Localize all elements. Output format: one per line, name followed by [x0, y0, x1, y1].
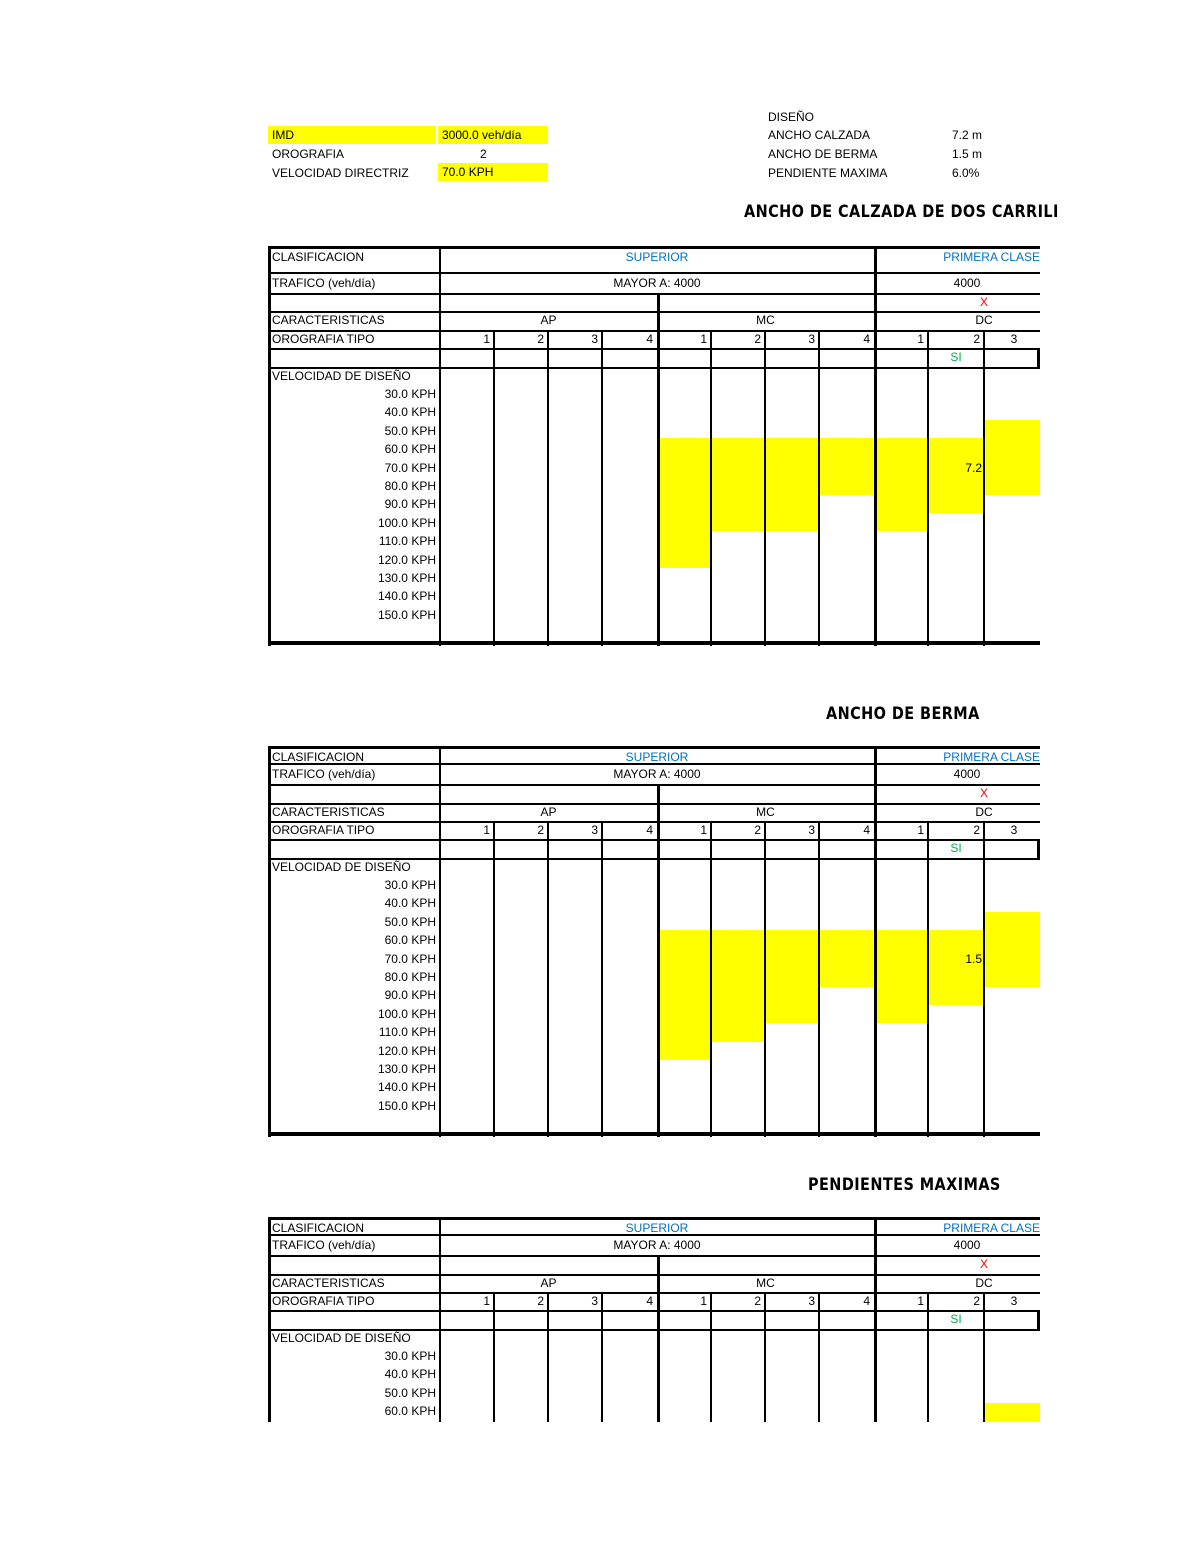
ap-header: AP — [540, 805, 557, 819]
speed-label: 70.0 KPH — [384, 951, 436, 966]
highlight-cell — [765, 438, 819, 531]
speed-label: 50.0 KPH — [384, 1385, 436, 1400]
design-title: DISEÑO — [768, 110, 815, 124]
velocidad-label: VELOCIDAD DIRECTRIZ — [272, 166, 409, 180]
grid-line — [268, 1310, 1040, 1312]
orografia-number: 1 — [917, 823, 924, 837]
pendiente-value: 6.0% — [952, 166, 980, 180]
speed-label: 140.0 KPH — [377, 1080, 436, 1095]
trafico-superior-value: MAYOR A: 4000 — [613, 276, 701, 290]
trafico-label: TRAFICO (veh/día) — [272, 767, 376, 781]
orografia-number: 1 — [917, 332, 924, 346]
orografia-number: 3 — [1010, 823, 1018, 837]
speed-label: 90.0 KPH — [384, 497, 436, 512]
orografia-number: 2 — [754, 823, 761, 837]
orografia-number: 2 — [754, 1294, 761, 1308]
highlight-cell — [874, 438, 928, 531]
grid-line — [268, 348, 1040, 350]
orografia-number: 1 — [483, 1294, 490, 1308]
imd-value: 3000.0 veh/día — [442, 128, 522, 142]
superior-header: SUPERIOR — [625, 1221, 689, 1235]
speed-label: 130.0 KPH — [377, 1062, 436, 1076]
grid-line — [1037, 348, 1040, 369]
orografia-number: 3 — [808, 823, 815, 837]
grid-line — [601, 1292, 603, 1422]
si-mark: SI — [950, 841, 962, 855]
orografia-number: 3 — [1010, 1294, 1018, 1308]
speed-label: 80.0 KPH — [384, 479, 436, 493]
primera-clase-header: PRIMERA CLASE — [943, 750, 1040, 764]
orografia-number: 4 — [863, 823, 870, 837]
orografia-number: 1 — [700, 823, 707, 837]
trafico-label: TRAFICO (veh/día) — [272, 1238, 376, 1252]
speed-label: 100.0 KPH — [377, 515, 436, 530]
grid-line — [547, 330, 549, 646]
ap-header: AP — [540, 1276, 557, 1290]
speed-label: 110.0 KPH — [378, 1025, 436, 1040]
mc-header: MC — [756, 313, 775, 327]
orografia-number: 4 — [646, 1294, 653, 1308]
grid-line — [493, 821, 495, 1137]
orografia-label: OROGRAFIA — [272, 147, 345, 161]
grid-line — [601, 821, 603, 1137]
grid-line — [268, 1132, 1040, 1136]
orografia-number: 1 — [483, 823, 490, 837]
velocidad-diseno-label: VELOCIDAD DE DISEÑO — [272, 369, 411, 383]
speed-label: 130.0 KPH — [377, 571, 436, 585]
trafico-superior-value: MAYOR A: 4000 — [613, 767, 701, 781]
caracteristicas-label: CARACTERISTICAS — [272, 1276, 385, 1290]
speed-label: 120.0 KPH — [377, 1043, 436, 1058]
orografia-number: 2 — [537, 823, 544, 837]
speed-label: 30.0 KPH — [384, 387, 436, 401]
orografia-number: 1 — [483, 332, 490, 346]
dc-header: DC — [975, 1276, 993, 1290]
speed-label: 120.0 KPH — [377, 552, 436, 567]
grid-line — [1037, 839, 1040, 860]
result-value: 7.2 — [965, 460, 982, 475]
orografia-number: 4 — [863, 332, 870, 346]
berma-table — [268, 746, 1040, 1137]
orografia-number: 2 — [754, 332, 761, 346]
velocidad-value: 70.0 KPH — [442, 165, 494, 179]
x-mark: X — [979, 786, 988, 800]
grid-line — [268, 784, 1040, 786]
speed-label: 30.0 KPH — [384, 1349, 436, 1363]
orografia-number: 4 — [646, 332, 653, 346]
pendientes-section-title: PENDIENTES MAXIMAS — [808, 1175, 1001, 1195]
velocidad-diseno-label: VELOCIDAD DE DISEÑO — [272, 860, 411, 874]
speed-label: 50.0 KPH — [384, 423, 436, 438]
grid-line — [547, 1292, 549, 1422]
grid-line — [983, 330, 985, 646]
speed-label: 60.0 KPH — [384, 933, 436, 948]
grid-line — [268, 1255, 1040, 1257]
calzada-table — [268, 246, 1040, 646]
grid-line — [874, 246, 877, 646]
orografia-number: 4 — [863, 1294, 870, 1308]
ap-header: AP — [540, 313, 557, 327]
speed-label: 60.0 KPH — [384, 442, 436, 457]
superior-header: SUPERIOR — [625, 250, 689, 264]
primera-clase-header: PRIMERA CLASE — [943, 1221, 1040, 1235]
speed-label: 80.0 KPH — [384, 970, 436, 984]
orografia-tipo-label: OROGRAFIA TIPO — [272, 332, 375, 346]
highlight-cell — [819, 930, 873, 987]
x-mark: X — [979, 295, 988, 309]
highlight-cell — [984, 912, 1040, 987]
orografia-number: 3 — [1010, 332, 1018, 346]
orografia-number: 3 — [808, 1294, 815, 1308]
calzada-section-title: ANCHO DE CALZADA DE DOS CARRILI — [744, 202, 1059, 222]
orografia-number: 1 — [700, 1294, 707, 1308]
orografia-number: 3 — [808, 332, 815, 346]
clasificacion-label: CLASIFICACION — [272, 750, 365, 764]
grid-line — [493, 330, 495, 646]
grid-line — [764, 821, 766, 1137]
highlight-cell — [711, 930, 765, 1042]
caracteristicas-label: CARACTERISTICAS — [272, 313, 385, 327]
grid-line — [710, 330, 712, 646]
highlight-cell — [657, 930, 711, 1060]
grid-line — [927, 821, 929, 1137]
orografia-number: 2 — [537, 1294, 544, 1308]
speed-label: 60.0 KPH — [384, 1404, 436, 1419]
grid-line — [268, 839, 1040, 841]
highlight-cell — [657, 438, 711, 568]
pendiente-label: PENDIENTE MAXIMA — [768, 166, 888, 180]
grid-line — [983, 821, 985, 1137]
speed-label: 40.0 KPH — [384, 405, 436, 420]
clasificacion-label: CLASIFICACION — [272, 250, 365, 264]
orografia-number: 2 — [973, 332, 980, 346]
orografia-number: 1 — [917, 1294, 924, 1308]
berma-section-title: ANCHO DE BERMA — [826, 704, 980, 724]
orografia-number: 1 — [700, 332, 707, 346]
highlight-cell — [819, 438, 873, 495]
primera-clase-header: PRIMERA CLASE — [943, 250, 1040, 264]
x-mark: X — [979, 1257, 988, 1271]
orografia-number: 2 — [537, 332, 544, 346]
grid-line — [818, 330, 820, 646]
pendientes-table — [268, 1217, 1040, 1422]
speed-label: 90.0 KPH — [384, 988, 436, 1003]
berma-label: ANCHO DE BERMA — [768, 147, 878, 161]
speed-label: 40.0 KPH — [384, 896, 436, 911]
grid-line — [601, 330, 603, 646]
grid-line — [493, 1292, 495, 1422]
speed-label: 40.0 KPH — [384, 1367, 436, 1382]
orografia-number: 3 — [591, 1294, 598, 1308]
grid-line — [710, 1292, 712, 1422]
imd-label: IMD — [272, 128, 294, 142]
orografia-tipo-label: OROGRAFIA TIPO — [272, 823, 375, 837]
calzada-label: ANCHO CALZADA — [768, 128, 871, 142]
superior-header: SUPERIOR — [625, 750, 689, 764]
berma-value: 1.5 m — [952, 147, 983, 161]
speed-label: 140.0 KPH — [377, 589, 436, 604]
speed-label: 30.0 KPH — [384, 878, 436, 892]
highlight-cell — [711, 438, 765, 531]
speed-label: 150.0 KPH — [377, 1098, 436, 1113]
orografia-number: 2 — [973, 823, 980, 837]
grid-line — [818, 821, 820, 1137]
grid-line — [268, 1292, 1040, 1294]
grid-line — [268, 330, 1040, 332]
highlight-cell — [874, 930, 928, 1023]
orografia-number: 4 — [646, 823, 653, 837]
si-mark: SI — [950, 1312, 962, 1326]
clasificacion-label: CLASIFICACION — [272, 1221, 365, 1235]
grid-line — [268, 821, 1040, 823]
caracteristicas-label: CARACTERISTICAS — [272, 805, 385, 819]
si-mark: SI — [950, 350, 962, 364]
imd-label-cell — [268, 126, 436, 144]
grid-line — [268, 641, 1040, 645]
calzada-value: 7.2 m — [952, 128, 983, 142]
velocidad-value-cell[interactable] — [438, 163, 548, 181]
trafico-superior-value: MAYOR A: 4000 — [613, 1238, 701, 1252]
speed-label: 150.0 KPH — [377, 607, 436, 622]
mc-header: MC — [756, 805, 775, 819]
grid-line — [439, 246, 441, 646]
highlight-cell — [765, 930, 819, 1023]
trafico-label: TRAFICO (veh/día) — [272, 276, 376, 290]
speed-label: 100.0 KPH — [377, 1006, 436, 1021]
orografia-number: 3 — [591, 823, 598, 837]
orografia-number: 2 — [973, 1294, 980, 1308]
trafico-primera-value: 4000 — [953, 767, 981, 781]
grid-line — [764, 1292, 766, 1422]
grid-line — [1037, 1310, 1040, 1331]
result-value: 1.5 — [965, 951, 982, 966]
highlight-cell — [984, 1403, 1040, 1422]
dc-header: DC — [975, 313, 993, 327]
grid-line — [710, 821, 712, 1137]
highlight-cell — [984, 420, 1040, 495]
velocidad-diseno-label: VELOCIDAD DE DISEÑO — [272, 1331, 411, 1345]
trafico-primera-value: 4000 — [953, 276, 981, 290]
grid-line — [818, 1292, 820, 1422]
speed-label: 110.0 KPH — [378, 534, 436, 549]
orografia-value[interactable]: 2 — [480, 147, 487, 161]
orografia-tipo-label: OROGRAFIA TIPO — [272, 1294, 375, 1308]
speed-label: 50.0 KPH — [384, 914, 436, 929]
mc-header: MC — [756, 1276, 775, 1290]
grid-line — [764, 330, 766, 646]
grid-line — [268, 293, 1040, 295]
grid-line — [547, 821, 549, 1137]
trafico-primera-value: 4000 — [953, 1238, 981, 1252]
grid-line — [927, 330, 929, 646]
orografia-number: 3 — [591, 332, 598, 346]
dc-header: DC — [975, 805, 993, 819]
imd-value-cell[interactable] — [438, 126, 548, 144]
speed-label: 70.0 KPH — [384, 460, 436, 475]
